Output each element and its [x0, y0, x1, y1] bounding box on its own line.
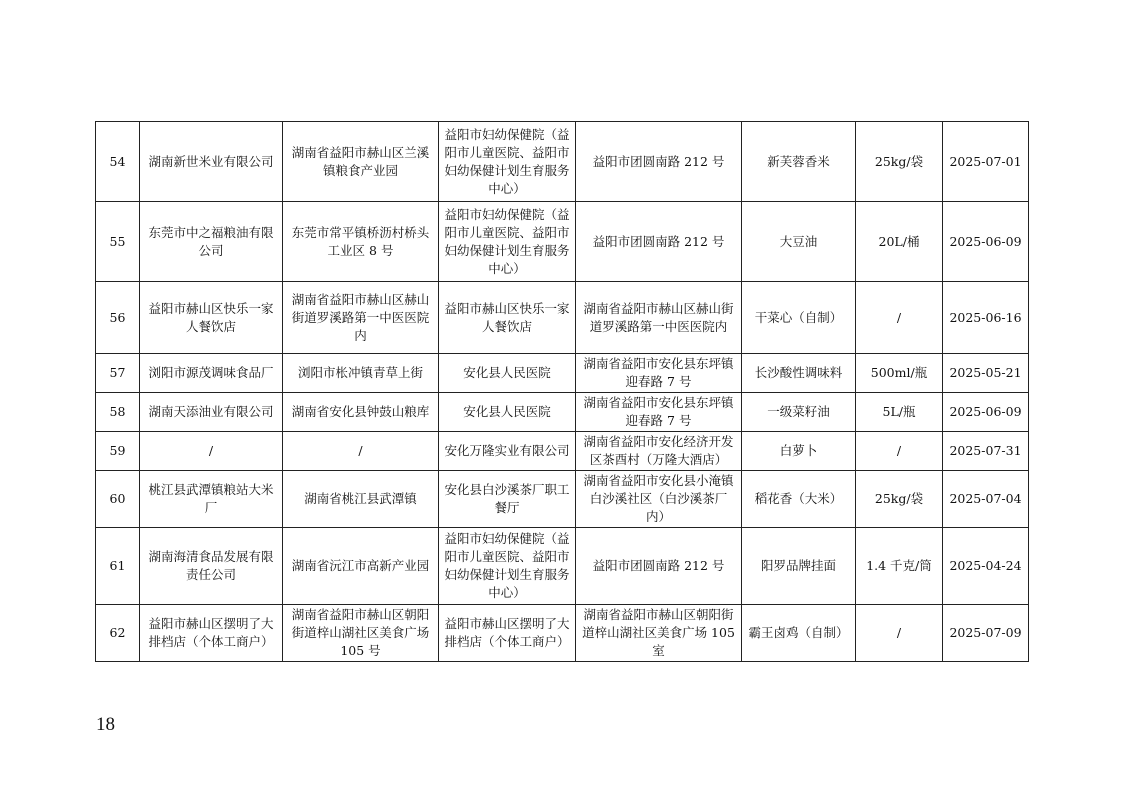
- cell-date: 2025-07-09: [943, 605, 1029, 662]
- sampling-results-table: [95, 121, 1029, 662]
- cell-date: 2025-06-09: [943, 202, 1029, 282]
- cell-product: 阳罗品牌挂面: [742, 528, 856, 605]
- table-row: [96, 605, 1029, 662]
- cell-sampled-unit: 益阳市妇幼保健院（益阳市儿童医院、益阳市妇幼保健计划生育服务中心）: [439, 202, 576, 282]
- cell-producer-address: 浏阳市枨冲镇青草上街: [283, 354, 439, 393]
- cell-producer-address: 湖南省桃江县武潭镇: [283, 471, 439, 528]
- cell-date: 2025-06-09: [943, 393, 1029, 432]
- table-row: [96, 282, 1029, 354]
- cell-no: 54: [96, 122, 140, 202]
- cell-spec: 20L/桶: [856, 202, 943, 282]
- cell-no: 55: [96, 202, 140, 282]
- cell-sampled-address: 益阳市团圆南路 212 号: [576, 528, 742, 605]
- cell-spec: /: [856, 432, 943, 471]
- cell-date: 2025-07-01: [943, 122, 1029, 202]
- cell-producer: 益阳市赫山区快乐一家人餐饮店: [140, 282, 283, 354]
- cell-no: 56: [96, 282, 140, 354]
- cell-sampled-unit: 安化县白沙溪茶厂职工餐厅: [439, 471, 576, 528]
- cell-date: 2025-04-24: [943, 528, 1029, 605]
- cell-product: 霸王卤鸡（自制）: [742, 605, 856, 662]
- cell-sampled-unit: 益阳市妇幼保健院（益阳市儿童医院、益阳市妇幼保健计划生育服务中心）: [439, 528, 576, 605]
- table-row: [96, 432, 1029, 471]
- cell-sampled-address: 湖南省益阳市安化县东坪镇迎春路 7 号: [576, 354, 742, 393]
- cell-producer: 湖南新世米业有限公司: [140, 122, 283, 202]
- cell-spec: /: [856, 282, 943, 354]
- cell-producer-address: 湖南省安化县钟鼓山粮库: [283, 393, 439, 432]
- cell-product: 新芙蓉香米: [742, 122, 856, 202]
- cell-spec: 500ml/瓶: [856, 354, 943, 393]
- cell-no: 60: [96, 471, 140, 528]
- cell-producer-address: 湖南省益阳市赫山区朝阳街道梓山湖社区美食广场 105 号: [283, 605, 439, 662]
- cell-producer: 湖南天添油业有限公司: [140, 393, 283, 432]
- cell-producer: 东莞市中之福粮油有限公司: [140, 202, 283, 282]
- cell-spec: 25kg/袋: [856, 471, 943, 528]
- cell-spec: 5L/瓶: [856, 393, 943, 432]
- cell-product: 稻花香（大米）: [742, 471, 856, 528]
- cell-sampled-address: 湖南省益阳市安化县小淹镇白沙溪社区（白沙溪茶厂内）: [576, 471, 742, 528]
- cell-producer: 浏阳市源茂调味食品厂: [140, 354, 283, 393]
- cell-date: 2025-06-16: [943, 282, 1029, 354]
- page-number: 18: [96, 714, 115, 735]
- table-row: [96, 471, 1029, 528]
- cell-sampled-address: 湖南省益阳市赫山区赫山街道罗溪路第一中医医院内: [576, 282, 742, 354]
- cell-product: 干菜心（自制）: [742, 282, 856, 354]
- cell-producer: 湖南海清食品发展有限责任公司: [140, 528, 283, 605]
- table-row: [96, 202, 1029, 282]
- table-row: [96, 354, 1029, 393]
- cell-product: 白萝卜: [742, 432, 856, 471]
- cell-producer-address: 湖南省益阳市赫山区兰溪镇粮食产业园: [283, 122, 439, 202]
- cell-spec: 25kg/袋: [856, 122, 943, 202]
- cell-product: 长沙酸性调味料: [742, 354, 856, 393]
- cell-spec: 1.4 千克/筒: [856, 528, 943, 605]
- cell-sampled-address: 湖南省益阳市安化经济开发区茶酉村（万隆大酒店）: [576, 432, 742, 471]
- cell-date: 2025-07-04: [943, 471, 1029, 528]
- cell-sampled-address: 湖南省益阳市安化县东坪镇迎春路 7 号: [576, 393, 742, 432]
- table-row: [96, 393, 1029, 432]
- cell-producer-address: 东莞市常平镇桥沥村桥头工业区 8 号: [283, 202, 439, 282]
- cell-no: 62: [96, 605, 140, 662]
- cell-sampled-address: 益阳市团圆南路 212 号: [576, 202, 742, 282]
- cell-date: 2025-07-31: [943, 432, 1029, 471]
- cell-no: 57: [96, 354, 140, 393]
- cell-product: 一级菜籽油: [742, 393, 856, 432]
- cell-product: 大豆油: [742, 202, 856, 282]
- cell-producer: 益阳市赫山区摆明了大排档店（个体工商户）: [140, 605, 283, 662]
- cell-date: 2025-05-21: [943, 354, 1029, 393]
- cell-no: 58: [96, 393, 140, 432]
- cell-producer: 桃江县武潭镇粮站大米厂: [140, 471, 283, 528]
- cell-producer-address: 湖南省益阳市赫山区赫山街道罗溪路第一中医医院内: [283, 282, 439, 354]
- cell-producer: /: [140, 432, 283, 471]
- cell-sampled-unit: 益阳市赫山区摆明了大排档店（个体工商户）: [439, 605, 576, 662]
- cell-no: 59: [96, 432, 140, 471]
- cell-spec: /: [856, 605, 943, 662]
- cell-sampled-unit: 益阳市赫山区快乐一家人餐饮店: [439, 282, 576, 354]
- cell-sampled-address: 湖南省益阳市赫山区朝阳街道梓山湖社区美食广场 105 室: [576, 605, 742, 662]
- cell-no: 61: [96, 528, 140, 605]
- cell-sampled-unit: 安化县人民医院: [439, 393, 576, 432]
- table-row: [96, 122, 1029, 202]
- cell-producer-address: /: [283, 432, 439, 471]
- cell-producer-address: 湖南省沅江市高新产业园: [283, 528, 439, 605]
- cell-sampled-unit: 益阳市妇幼保健院（益阳市儿童医院、益阳市妇幼保健计划生育服务中心）: [439, 122, 576, 202]
- table-row: [96, 528, 1029, 605]
- cell-sampled-unit: 安化县人民医院: [439, 354, 576, 393]
- cell-sampled-unit: 安化万隆实业有限公司: [439, 432, 576, 471]
- cell-sampled-address: 益阳市团圆南路 212 号: [576, 122, 742, 202]
